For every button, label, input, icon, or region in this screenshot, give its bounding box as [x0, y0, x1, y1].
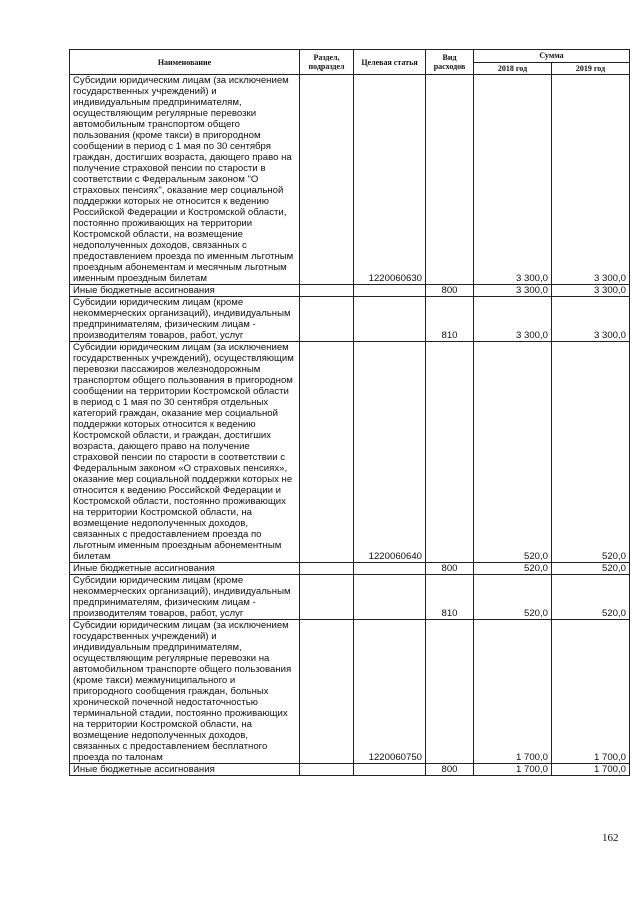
row-2019: 520,0 [552, 342, 630, 563]
row-kind: 800 [426, 563, 474, 575]
table-row [70, 563, 630, 575]
row-target: 1220060640 [354, 342, 426, 563]
row-kind: 800 [426, 764, 474, 776]
row-target: 1220060750 [354, 620, 426, 764]
row-kind [426, 620, 474, 764]
row-2019: 520,0 [552, 575, 630, 620]
col-2018-header: 2018 год [474, 62, 552, 75]
row-2018: 3 300,0 [474, 75, 552, 285]
row-name: Субсидии юридическим лицам (за исключением государственных учреждений), осуществляющим перевозки пассажиров железнодорожным транспортом общего пользования в пригородном сообщении на территории Костромской области в период с 1 мая по 30 сентября отдельных категорий граждан, оказание мер социальной поддержки которых относится к ведению Костромской области, и граждан, достигших возраста, дающего право на получение страховой пенсии по старости в соответствии с Федеральным законом «О страховых пенсиях», оказание мер социальной поддержки которых не относится к ведению Российской Федерации и Костромской области, постоянно проживающих на территории Костромской области, на возмещение недополученных доходов, связанных с предоставлением проезда по льготным именным проездным абонементным билетам [70, 342, 300, 563]
row-2019: 1 700,0 [552, 620, 630, 764]
row-2019: 3 300,0 [552, 75, 630, 285]
row-name: Иные бюджетные ассигнования [70, 563, 300, 575]
page-number: 162 [602, 832, 619, 844]
row-2018: 520,0 [474, 575, 552, 620]
col-sum-header: Сумма [474, 50, 630, 63]
row-section [300, 764, 354, 776]
table-row [70, 285, 630, 297]
table-row [70, 575, 630, 620]
row-section [300, 620, 354, 764]
col-target-header: Целевая статья [354, 50, 426, 75]
table-row [70, 75, 630, 285]
row-section [300, 285, 354, 297]
row-target: 1220060630 [354, 75, 426, 285]
row-section [300, 575, 354, 620]
row-2018: 3 300,0 [474, 285, 552, 297]
row-name: Иные бюджетные ассигнования [70, 285, 300, 297]
col-kind-header: Вид расходов [426, 50, 474, 75]
row-target [354, 764, 426, 776]
row-target [354, 297, 426, 342]
row-target [354, 563, 426, 575]
row-kind: 810 [426, 575, 474, 620]
row-2018: 1 700,0 [474, 620, 552, 764]
row-2019: 520,0 [552, 563, 630, 575]
row-name: Субсидии юридическим лицам (за исключением государственных учреждений) и индивидуальным предпринимателям, осуществляющим регулярные перевозки на автомобильном транспорте общего пользования (кроме такси) межмуниципального и пригородного сообщения граждан, больных хронической почечной недостаточностью терминальной стадии, постоянно проживающих на территории Костромской области, на возмещение недополученных доходов, связанных с предоставлением бесплатного проезда по талонам [70, 620, 300, 764]
row-kind [426, 75, 474, 285]
col-name-header: Наименование [70, 50, 300, 75]
table-row [70, 297, 630, 342]
row-name: Субсидии юридическим лицам (кроме некоммерческих организаций), индивидуальным предпринимателям, физическим лицам - производителям товаров, работ, услуг [70, 575, 300, 620]
row-target [354, 575, 426, 620]
row-section [300, 297, 354, 342]
row-2019: 3 300,0 [552, 285, 630, 297]
row-name: Субсидии юридическим лицам (кроме некоммерческих организаций), индивидуальным предпринимателям, физическим лицам - производителям товаров, работ, услуг [70, 297, 300, 342]
row-name: Субсидии юридическим лицам (за исключением государственных учреждений) и индивидуальным предпринимателям, осуществляющим регулярные перевозки автомобильным транспортом общего пользования (кроме такси) в пригородном сообщении в период с 1 мая по 30 сентября граждан, достигших возраста, дающего право на получение страховой пенсии по старости в соответствии с Федеральным законом "О страховых пенсиях", оказание мер социальной поддержки которых не относится к ведению Российской Федерации и Костромской области, постоянно проживающих на территории Костромской области, на возмещение недополученных доходов, связанных с предоставлением проезда по именным льготным проездным абонементам и месячным льготным именным проездным билетам [70, 75, 300, 285]
header-row [70, 50, 630, 63]
table-row [70, 342, 630, 563]
budget-table [69, 49, 630, 776]
row-target [354, 285, 426, 297]
row-name: Иные бюджетные ассигнования [70, 764, 300, 776]
row-2019: 3 300,0 [552, 297, 630, 342]
row-2018: 3 300,0 [474, 297, 552, 342]
row-section [300, 342, 354, 563]
row-kind [426, 342, 474, 563]
row-kind: 810 [426, 297, 474, 342]
col-section-header: Раздел, подраздел [300, 50, 354, 75]
row-section [300, 563, 354, 575]
row-2018: 520,0 [474, 563, 552, 575]
row-kind: 800 [426, 285, 474, 297]
table-row [70, 620, 630, 764]
row-2018: 1 700,0 [474, 764, 552, 776]
table-row [70, 764, 630, 776]
row-2019: 1 700,0 [552, 764, 630, 776]
row-2018: 520,0 [474, 342, 552, 563]
col-2019-header: 2019 год [552, 62, 630, 75]
row-section [300, 75, 354, 285]
